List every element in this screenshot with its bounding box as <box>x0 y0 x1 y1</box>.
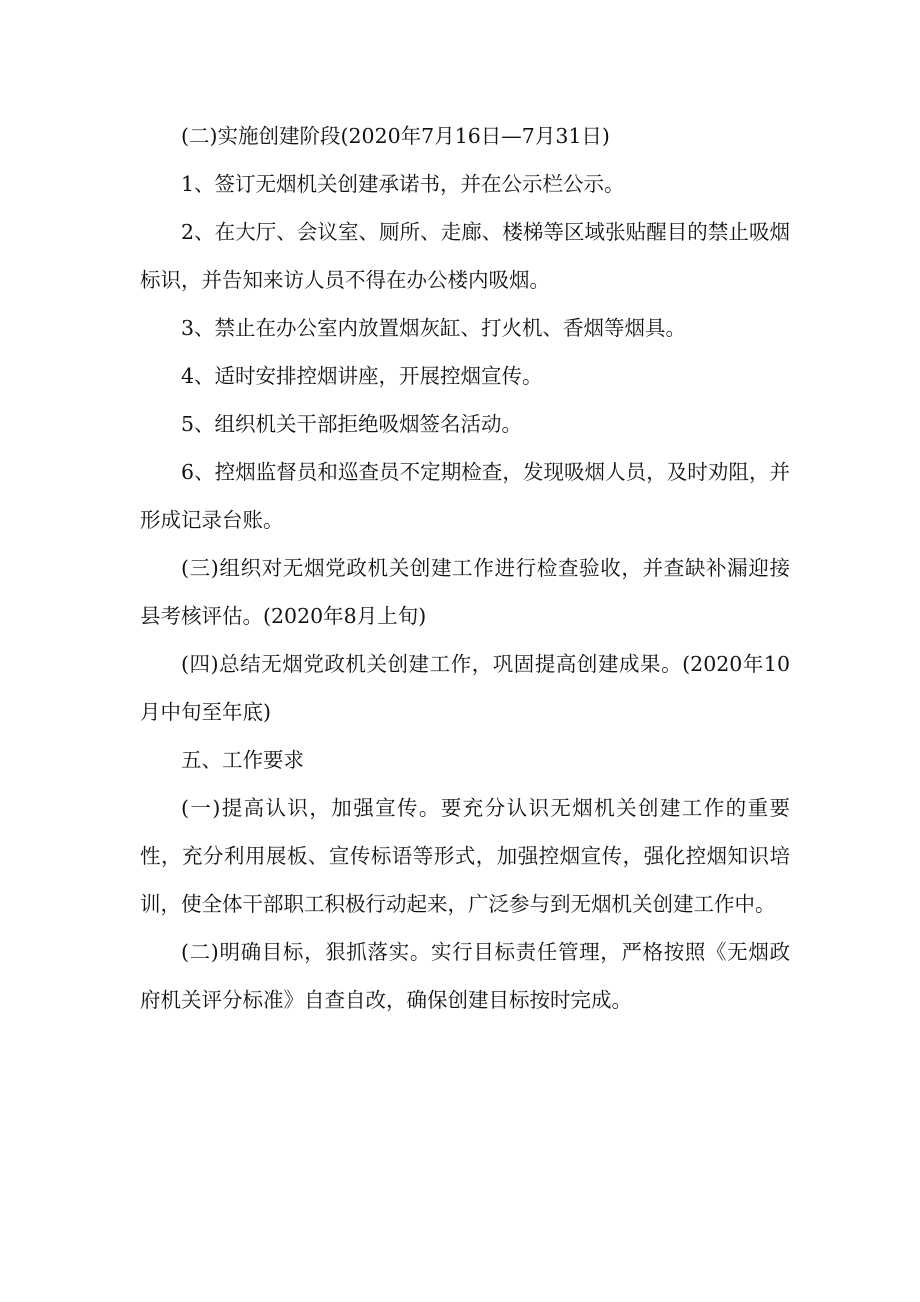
section-heading-work-requirements: 五、工作要求 <box>181 748 304 772</box>
section-inspection-acceptance: (三)组织对无烟党政机关创建工作进行检查验收，并查缺补漏迎接县考核评估。(2020年8月上旬) <box>140 556 790 628</box>
list-item-5: 5、组织机关干部拒绝吸烟签名活动。 <box>181 412 523 436</box>
section-heading-implementation-stage: (二)实施创建阶段(2020年7月16日—7月31日) <box>181 124 610 148</box>
requirement-awareness-publicity: (一)提高认识，加强宣传。要充分认识无烟机关创建工作的重要性，充分利用展板、宣传标语等形式，加强控烟宣传，强化控烟知识培训，使全体干部职工积极行动起来，广泛参与到无烟机关创建工作中。 <box>140 796 790 916</box>
list-item-1: 1、签订无烟机关创建承诺书，并在公示栏公示。 <box>181 172 625 196</box>
requirement-goals-implementation: (二)明确目标，狠抓落实。实行目标责任管理，严格按照《无烟政府机关评分标准》自查自改，确保创建目标按时完成。 <box>140 940 790 1012</box>
list-item-2: 2、在大厅、会议室、厕所、走廊、楼梯等区域张贴醒目的禁止吸烟标识，并告知来访人员不得在办公楼内吸烟。 <box>140 220 790 292</box>
list-item-4: 4、适时安排控烟讲座，开展控烟宣传。 <box>181 364 543 388</box>
section-summary: (四)总结无烟党政机关创建工作，巩固提高创建成果。(2020年10月中旬至年底) <box>140 652 790 724</box>
list-item-3: 3、禁止在办公室内放置烟灰缸、打火机、香烟等烟具。 <box>181 316 687 340</box>
list-item-6: 6、控烟监督员和巡查员不定期检查，发现吸烟人员，及时劝阻，并形成记录台账。 <box>140 460 790 532</box>
document-body <box>140 112 790 1024</box>
